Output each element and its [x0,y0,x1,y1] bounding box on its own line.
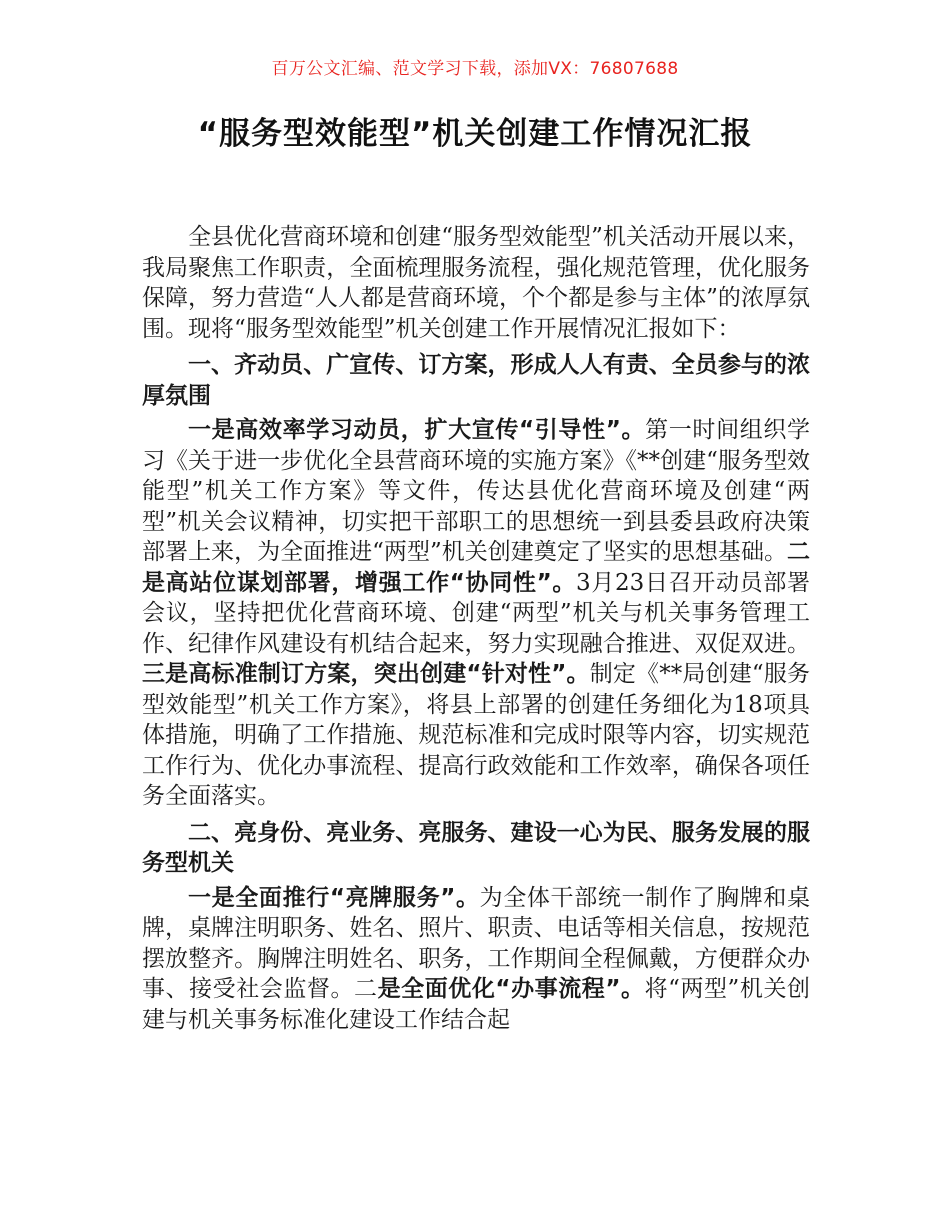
section-1-lead-1: 一是高效率学习动员，扩大宣传“引导性”。 [188,417,646,443]
intro-paragraph: 全县优化营商环境和创建“服务型效能型”机关活动开展以来，我局聚焦工作职责，全面梳理服务流程，强化规范管理，优化服务保障，努力营造“人人都是营商环境，个个都是参与主体”的浓厚氛围。现将“服务型效能型”机关创建工作开展情况汇报如下： [142,224,810,342]
section-2-text-1: 为全体干部统一制作了胸牌和桌牌，桌牌注明职务、姓名、照片、职责、电话等相关信息，按规范摆放整齐。胸牌注明姓名、职务，工作期间全程佩戴，方便群众办事、接受社会监督。二 [142,884,811,1002]
section-1-heading: 一、齐动员、广宣传、订方案，形成人人有责、全员参与的浓厚氛围 [142,352,810,409]
section-1-paragraph [142,415,810,812]
section-1-text-1: 第一时间组织学习《关于进一步优化全县营商环境的实施方案》《**创建“服务型效能型”机关工作方案》等文件，传达县优化营商环境及创建“两型”机关会议精神，切实把干部职工的思想统一到县委县政府决策部署上来，为全面推进“两型”机关创建奠定了坚实的思想基础。 [142,417,811,565]
section-1-lead-2: 二是高站位谋划部署，增强工作“协同性”。 [142,539,810,596]
section-2-paragraph [142,883,810,1036]
section-1-lead-3: 三是高标准制订方案，突出创建“针对性”。 [142,661,590,687]
section-2-text-2: 将“两型”机关创建与机关事务标准化建设工作结合起 [142,976,810,1033]
watermark-banner: 百万公文汇编、范文学习下载，添加VX：76807688 [271,59,679,79]
section-1-text-3: 制定《**局创建“服务型效能型”机关工作方案》，将县上部署的创建任务细化为18项具体措施，明确了工作措施、规范标准和完成时限等内容，切实规范工作行为、优化办事流程、提高行政效能和工作效率，确保各项任务全面落实。 [142,661,810,809]
section-1-text-2: 3月23日召开动员部署会议，坚持把优化营商环境、创建“两型”机关与机关事务管理工作、纪律作风建设有机结合起来，努力实现融合推进、双促双进。 [142,569,810,657]
section-2-lead-1: 一是全面推行“亮牌服务”。 [188,884,480,911]
section-2-lead-2: 是全面优化“办事流程”。 [377,976,645,1002]
document-body [142,222,810,1035]
section-2-heading: 二、亮身份、亮业务、亮服务、建设一心为民、服务发展的服务型机关 [142,819,810,876]
document-title: “服务型效能型”机关创建工作情况汇报 [197,116,753,152]
